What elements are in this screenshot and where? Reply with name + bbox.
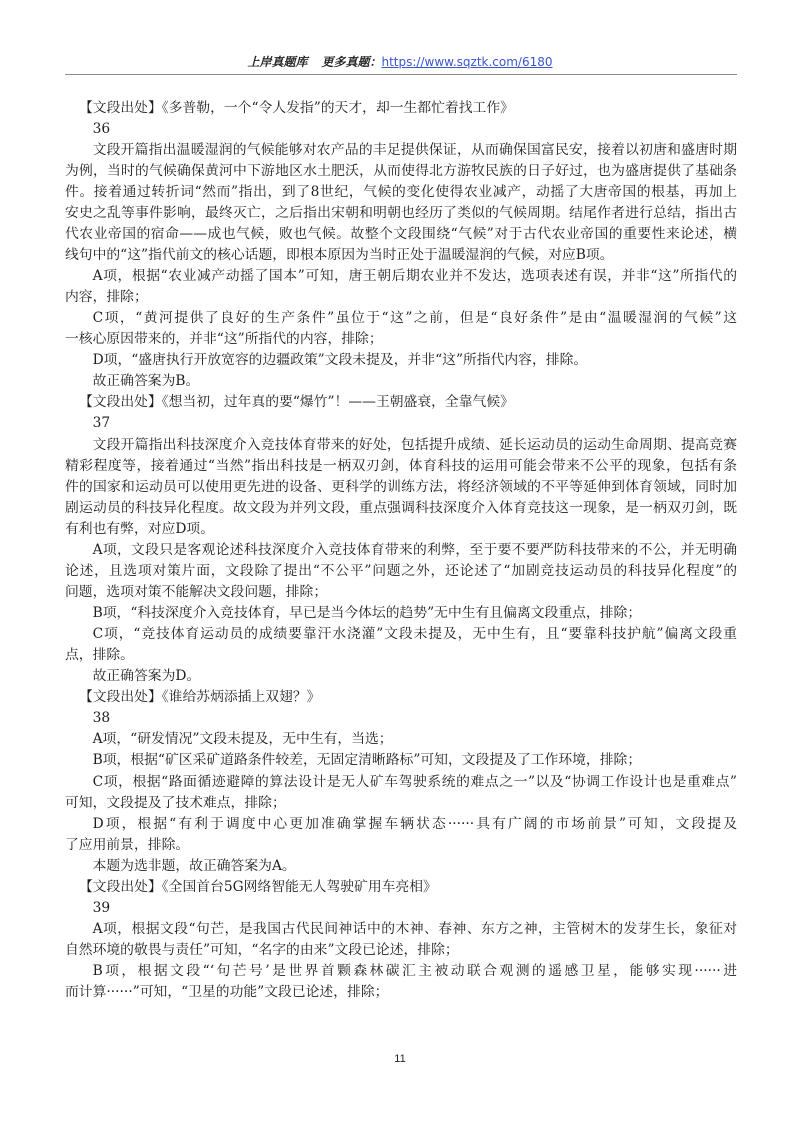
- text-line: 可知，文段提及了技术难点，排除；: [65, 794, 286, 811]
- text-line: 安史之乱等事件影响，最终灭亡，之后指出宋朝和明朝也经历了类似的气候周期。结尾作者进行总结，指出古: [65, 204, 737, 221]
- text-line: 而计算······”可知，“卫星的功能”文段已论述，排除；: [65, 984, 389, 1001]
- source-citation: [65, 392, 737, 413]
- text-line: 一核心原因带来的，并非“这”所指代的内容，排除；: [65, 331, 383, 348]
- text-line: 37: [92, 415, 111, 432]
- question-number: [65, 413, 737, 434]
- text-line: 故正确答案为D。: [92, 668, 201, 685]
- option-analysis: [65, 729, 737, 750]
- text-line: C项，“黄河提供了良好的生产条件”虽位于“这”之前，但是“良好条件”是由“温暖湿润的气候”这: [92, 310, 737, 327]
- analysis-paragraph: [65, 435, 737, 540]
- option-analysis: [65, 624, 737, 666]
- text-line: 代农业帝国的宿命——成也气候，败也气候。故整个文段围绕“气候”对于古代农业帝国的重要性来论述，横: [65, 225, 737, 242]
- header-more-label: 更多真题：: [321, 55, 382, 69]
- text-line: 36: [92, 120, 111, 137]
- question-number: [65, 119, 737, 140]
- text-line: 故正确答案为B。: [92, 373, 200, 390]
- text-line: 【文段出处】《全国首台5G网络智能无人驾驶矿用车亮相》: [79, 878, 437, 895]
- text-line: 【文段出处】《多普勒，一个“令人发指”的天才，却一生都忙着找工作》: [79, 99, 514, 116]
- header-url-link[interactable]: https://www.sqztk.com/6180: [381, 55, 553, 69]
- answer-statement: [65, 856, 737, 877]
- page-header: [0, 53, 800, 71]
- source-citation: [65, 687, 737, 708]
- text-line: 本题为选非题，故正确答案为A。: [92, 857, 296, 874]
- text-line: 件。接着通过转折词“然而”指出，到了8世纪，气候的变化使得农业减产，动摇了大唐帝国的根基，再加上: [65, 183, 737, 200]
- text-line: 文段开篇指出科技深度介入竞技体育带来的好处，包括提升成绩、延长运动员的运动生命周期、提高竞赛: [92, 436, 737, 453]
- question-number: [65, 708, 737, 729]
- analysis-paragraph: [65, 140, 737, 266]
- option-analysis: [65, 961, 737, 1003]
- text-line: B项，根据“矿区采矿道路条件较差，无固定清晰路标”可知，文段提及了工作环境，排除；: [92, 752, 642, 769]
- text-line: B项，“科技深度介入竞技体育，早已是当今体坛的趋势”无中生有且偏离文段重点，排除；: [92, 605, 642, 621]
- text-line: 了应用前景，排除。: [65, 836, 190, 853]
- document-body: [65, 98, 737, 1004]
- header-brand: 上岸真题库: [247, 55, 308, 69]
- text-line: 内容，排除；: [65, 289, 148, 306]
- text-line: 38: [92, 710, 111, 727]
- text-line: 有利也有弊，对应D项。: [65, 520, 215, 537]
- text-line: 精彩程度等，接着通过“当然”指出科技是一柄双刃剑，体育科技的运用可能会带来不公平的现象，包括有条: [65, 457, 737, 474]
- question-number: [65, 898, 737, 919]
- option-analysis: [65, 814, 737, 856]
- text-line: 件的国家和运动员可以使用更先进的设备、更科学的训练方法，将经济领域的不平等延伸到体育领域，同时加: [65, 478, 737, 495]
- text-line: A项，根据“农业减产动摇了国本”可知，唐王朝后期农业并不发达，选项表述有误，并非“这”所指代的: [92, 268, 737, 284]
- source-citation: [65, 98, 737, 119]
- text-line: A项，根据文段“句芒，是我国古代民间神话中的木神、春神、东方之神，主管树木的发芽生长，象征对: [92, 920, 737, 937]
- text-line: 为例，当时的气候确保黄河中下游地区水土肥沃，从而使得北方游牧民族的日子好过，也为盛唐提供了基础条: [65, 162, 737, 179]
- text-line: 问题，选项对策不能解决文段问题，排除；: [65, 583, 328, 600]
- answer-statement: [65, 666, 737, 687]
- text-line: 【文段出处】《谁给苏炳添插上双翅？》: [79, 689, 321, 706]
- text-line: C项，根据“路面循迹避障的算法设计是无人矿车驾驶系统的难点之一”以及“协调工作设计也是重难点”: [92, 773, 737, 790]
- text-line: 39: [92, 899, 111, 916]
- option-analysis: [65, 350, 737, 371]
- option-analysis: [65, 919, 737, 961]
- text-line: D项，“盛唐执行开放宽容的边疆政策”文段未提及，并非“这”所指代内容，排除。: [92, 352, 588, 369]
- text-line: A项，文段只是客观论述科技深度介入竞技体育带来的利弊，至于要不要严防科技带来的不公，并无明确: [92, 541, 737, 558]
- option-analysis: [65, 603, 737, 624]
- text-line: 剧运动员的科技异化程度。故文段为并列文段，重点强调科技深度介入体育竞技这一现象，是一柄双刃剑，既: [65, 499, 737, 516]
- option-analysis: [65, 750, 737, 771]
- option-analysis: [65, 266, 737, 308]
- option-analysis: [65, 540, 737, 603]
- text-line: B项，根据文段“‘句芒号’是世界首颗森林碳汇主被动联合观测的遥感卫星，能够实现······进: [92, 963, 737, 980]
- header-divider: [65, 74, 737, 75]
- page-number: 11: [394, 1053, 406, 1065]
- option-analysis: [65, 308, 737, 350]
- text-line: C项，“竞技体育运动员的成绩要靠汗水浇灌”文段未提及，无中生有，且“要靠科技护航”偏离文段重: [92, 626, 737, 643]
- text-line: 线句中的“这”指代前文的核心话题，即根本原因为当时正处于温暖湿润的气候，对应B项。: [65, 246, 614, 263]
- option-analysis: [65, 772, 737, 814]
- text-line: 文段开篇指出温暖湿润的气候能够对农产品的丰足提供保证，从而确保国富民安，接着以初唐和盛唐时期: [92, 141, 737, 158]
- source-citation: [65, 877, 737, 898]
- text-line: 【文段出处】《想当初，过年真的要“爆竹”！——王朝盛衰，全靠气候》: [79, 394, 514, 411]
- answer-statement: [65, 371, 737, 392]
- text-line: 点，排除。: [65, 647, 134, 664]
- text-line: A项，“研发情况”文段未提及，无中生有，当选；: [92, 731, 393, 748]
- text-line: D项，根据“有利于调度中心更加准确掌握车辆状态······具有广阔的市场前景”可知，文段提及: [92, 815, 737, 832]
- text-line: 自然环境的敬畏与责任”可知，“名字的由来”文段已论述，排除；: [65, 942, 459, 958]
- text-line: 论述，且选项对策片面，文段除了提出“不公平”问题之外，还论述了“加剧竞技运动员的科技异化程度”的: [65, 562, 737, 579]
